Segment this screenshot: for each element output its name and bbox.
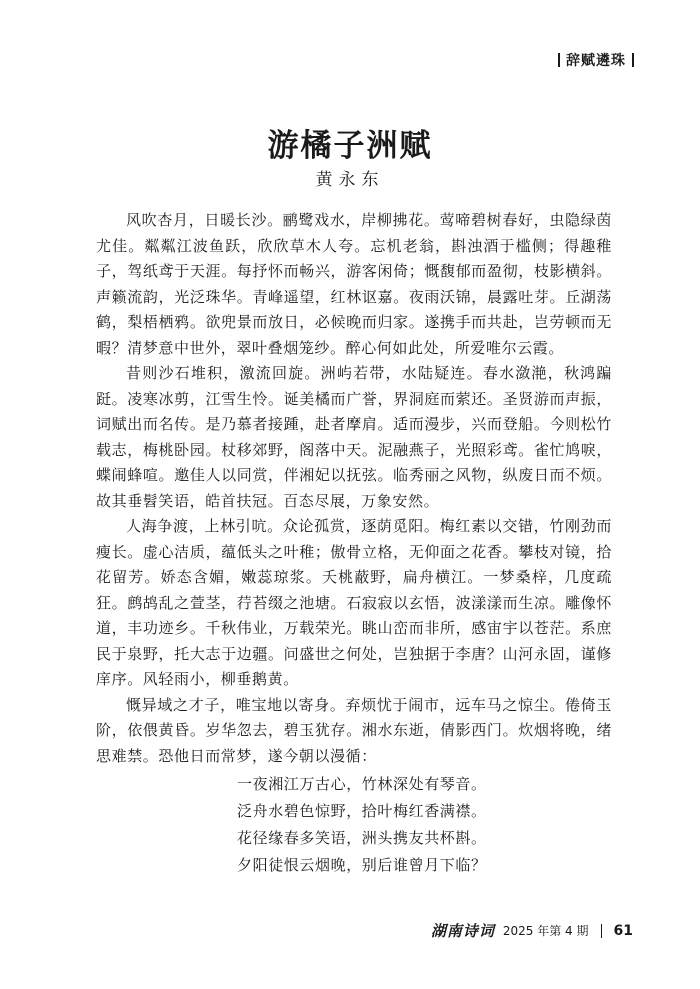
page-footer: [431, 920, 633, 941]
page-number: 61: [613, 922, 633, 939]
paragraph-4: 慨异域之才子，唯宝地以寄身。弃烦忧于闹市，远车马之惊尘。倦倚玉阶，依偎黄昏。岁华忽去，碧玉犹存。湘水东逝，倩影西门。炊烟将晚，绪思难禁。恐他日而常梦，遂今朝以漫循：: [96, 695, 612, 765]
poem: [96, 771, 612, 879]
section-tag-left-bar: [558, 53, 560, 67]
journal-name: 湖南诗词: [430, 922, 495, 940]
poem-line-2: 泛舟水碧色惊野，拾叶梅红香满襟。: [237, 802, 487, 820]
article-title: 游橘子洲赋: [267, 128, 433, 164]
issue-label: 2025 年第 4 期: [502, 924, 589, 938]
section-tag: [558, 50, 634, 70]
poem-line-1: 一夜湘江万古心，竹林深处有琴音。: [237, 775, 487, 793]
article-body: [96, 208, 612, 879]
paragraph-3: 人海争渡，上林引吭。众论孤赏，逐荫觅阳。梅红素以交错，竹刚劲而瘦长。虚心洁质，蕴低头之叶稚；傲骨立格，无仰面之花香。攀枝对镜，拾花留芳。娇态含媚，嫩蕊琼浆。夭桃蔽野，扁舟横江。一梦桑梓，几度疏狂。鹧鸪乱之萱茎，荇苔缀之池塘。石寂寂以玄悟，波漾漾而生凉。雕像怀道，丰功迹乡。千秋伟业，万载荣光。眺山峦而非所，感宙宇以苍茫。系庶民于泉野，托大志于边疆。问盛世之何处，岂独据于李唐？山河永固，谨修庠序。风轻雨小，柳垂鹅黄。: [96, 517, 612, 688]
section-tag-label: 辞赋遴珠: [566, 53, 626, 69]
section-tag-right-bar: [632, 53, 634, 67]
paragraph-1: 风吹杏月，日暖长沙。鹂鹭戏水，岸柳拂花。莺啼碧树春好，虫隐绿茵尤佳。粼粼江波鱼跃，欣欣草木人夸。忘机老翁，斟浊酒于槛侧；得趣稚子，驾纸鸢于天涯。每抒怀而畅兴，游客闲倚；慨馥郁而盈彻，枝影横斜。声籁流韵，光泛珠华。青峰遥望，红林讴嘉。夜雨沃锦，晨露吐芽。丘湖荡鹤，梨梧栖鸦。欲兜景而放日，必候晚而归家。遂携手而共赴，岂劳顿而无暇？清梦意中世外，翠叶叠烟笼纱。醉心何如此处，所爱唯尔云霞。: [96, 211, 612, 357]
poem-line-4: 夕阳徒恨云烟晚，别后谁曾月下临？: [237, 856, 487, 874]
poem-line-3: 花径缘春多笑语，洲头携友共杯斟。: [237, 829, 487, 847]
paragraph-2: 昔则沙石堆积，激流回旋。洲屿若带，水陆疑连。春水潋滟，秋鸿蹁跹。凌寒冰剪，江雪生怜。诞美橘而广誉，界洞庭而萦还。圣贤游而声振，词赋出而名传。是乃慕者接踵，赴者摩肩。适而漫步，兴而登船。今则松竹载志，梅桃卧园。杖移郊野，阁落中天。泥融燕子，光照彩鸢。雀忙鸠唳，蝶闹蜂喧。邀佳人以同赏，伴湘妃以抚弦。临秀丽之风物，纵废日而不烦。故其垂髫笑语，皓首扶冠。百态尽展，万象安然。: [96, 364, 612, 510]
footer-divider: [601, 924, 602, 938]
article-author: 黄永东: [315, 170, 385, 190]
